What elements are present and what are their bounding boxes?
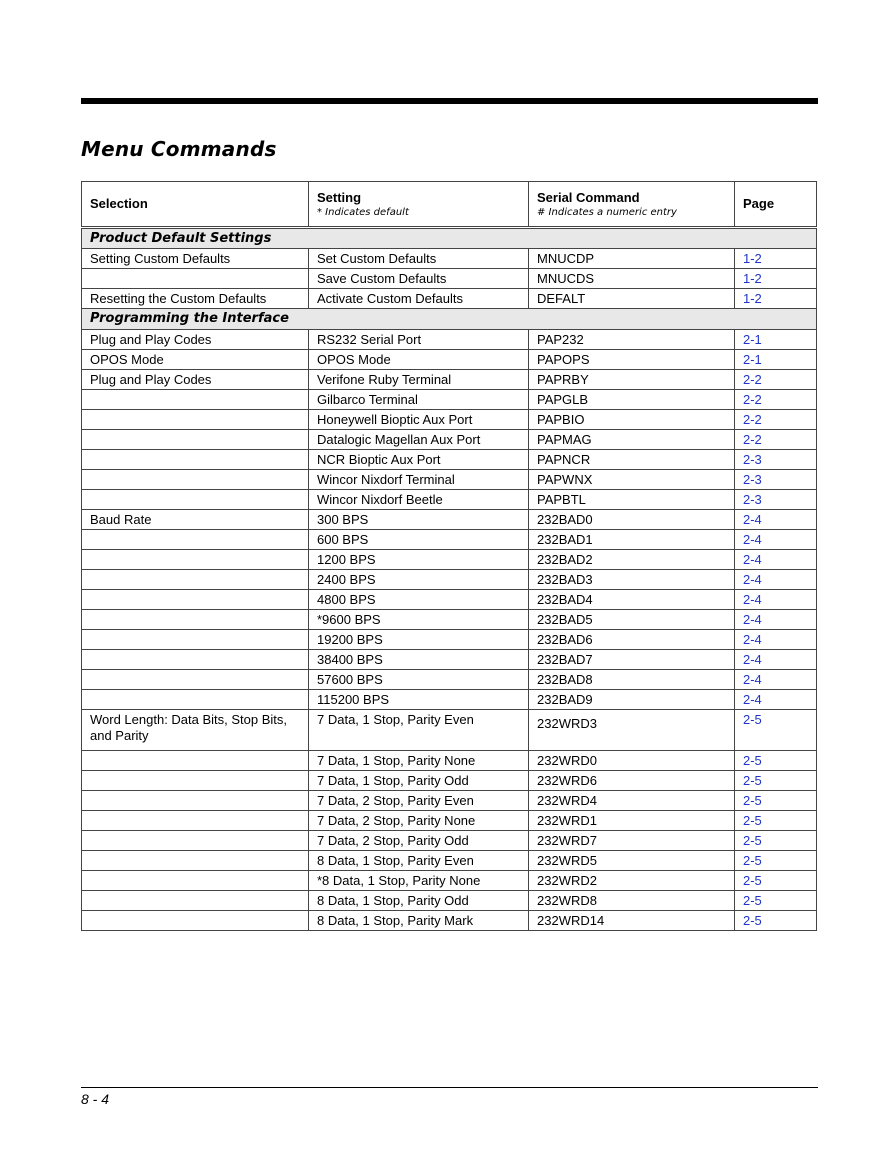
serial-command-cell: 232WRD7: [529, 831, 735, 851]
setting-cell: Datalogic Magellan Aux Port: [309, 430, 529, 450]
page-cell: [735, 370, 817, 390]
header-setting-label: Setting: [317, 189, 362, 205]
page-link[interactable]: 2-5: [743, 813, 762, 828]
selection-cell: [82, 530, 309, 550]
page-cell: [735, 690, 817, 710]
serial-command-cell: PAPGLB: [529, 390, 735, 410]
setting-cell: 115200 BPS: [309, 690, 529, 710]
page-cell: [735, 390, 817, 410]
setting-cell: Set Custom Defaults: [309, 249, 529, 269]
table-row: [82, 791, 817, 811]
page-link[interactable]: 2-5: [743, 833, 762, 848]
serial-command-cell: MNUCDP: [529, 249, 735, 269]
selection-cell: Word Length: Data Bits, Stop Bits, and Parity: [82, 710, 309, 751]
setting-cell: 8 Data, 1 Stop, Parity Odd: [309, 891, 529, 911]
setting-cell: Save Custom Defaults: [309, 269, 529, 289]
table-row: [82, 891, 817, 911]
page-link[interactable]: 2-4: [743, 652, 762, 667]
selection-cell: [82, 570, 309, 590]
serial-command-cell: 232BAD1: [529, 530, 735, 550]
page-cell: [735, 470, 817, 490]
table-row: [82, 330, 817, 350]
setting-cell: 600 BPS: [309, 530, 529, 550]
setting-cell: Gilbarco Terminal: [309, 390, 529, 410]
section-title: Programming the Interface: [82, 309, 817, 330]
page-link[interactable]: 2-4: [743, 512, 762, 527]
selection-cell: [82, 490, 309, 510]
selection-cell: [82, 630, 309, 650]
header-serial-command-label: Serial Command: [537, 189, 640, 205]
serial-command-cell: MNUCDS: [529, 269, 735, 289]
page-cell: [735, 871, 817, 891]
page-link[interactable]: 2-4: [743, 612, 762, 627]
table-header-row: [82, 182, 817, 228]
header-selection: [82, 182, 309, 228]
page-cell: [735, 630, 817, 650]
header-setting: [309, 182, 529, 228]
page-link[interactable]: 2-4: [743, 672, 762, 687]
serial-command-cell: 232BAD3: [529, 570, 735, 590]
setting-cell: 57600 BPS: [309, 670, 529, 690]
page-link[interactable]: 2-4: [743, 632, 762, 647]
table-body: [82, 228, 817, 931]
page-link[interactable]: 2-4: [743, 572, 762, 587]
page-link[interactable]: 2-2: [743, 432, 762, 447]
page-link[interactable]: 2-3: [743, 452, 762, 467]
table-row: [82, 670, 817, 690]
page-cell: [735, 490, 817, 510]
table-row: [82, 690, 817, 710]
serial-command-cell: 232WRD8: [529, 891, 735, 911]
table-row: [82, 390, 817, 410]
table-row: [82, 249, 817, 269]
setting-cell: 300 BPS: [309, 510, 529, 530]
setting-cell: 1200 BPS: [309, 550, 529, 570]
page-cell: [735, 831, 817, 851]
table-row: [82, 751, 817, 771]
page-link[interactable]: 2-4: [743, 552, 762, 567]
page-cell: [735, 791, 817, 811]
serial-command-cell: PAPRBY: [529, 370, 735, 390]
serial-command-cell: 232BAD7: [529, 650, 735, 670]
selection-cell: [82, 911, 309, 931]
table-row: [82, 610, 817, 630]
serial-command-cell: 232WRD1: [529, 811, 735, 831]
page-number: 8 - 4: [81, 1091, 110, 1107]
setting-cell: Wincor Nixdorf Beetle: [309, 490, 529, 510]
setting-cell: 7 Data, 2 Stop, Parity Even: [309, 791, 529, 811]
selection-cell: [82, 670, 309, 690]
section-row: [82, 228, 817, 249]
top-rule: [81, 98, 818, 104]
table-row: [82, 530, 817, 550]
setting-cell: 7 Data, 1 Stop, Parity None: [309, 751, 529, 771]
selection-cell: [82, 450, 309, 470]
selection-cell: Setting Custom Defaults: [82, 249, 309, 269]
page-cell: [735, 771, 817, 791]
selection-cell: Plug and Play Codes: [82, 370, 309, 390]
serial-command-cell: 232BAD9: [529, 690, 735, 710]
serial-command-cell: 232BAD0: [529, 510, 735, 530]
selection-cell: Baud Rate: [82, 510, 309, 530]
header-serial-command-note: # Indicates a numeric entry: [537, 206, 677, 218]
table-row: [82, 630, 817, 650]
selection-cell: [82, 690, 309, 710]
page-cell: [735, 610, 817, 630]
selection-cell: [82, 650, 309, 670]
table-row: [82, 370, 817, 390]
serial-command-cell: 232BAD4: [529, 590, 735, 610]
page-link[interactable]: 2-5: [743, 873, 762, 888]
page-cell: [735, 269, 817, 289]
page-link[interactable]: 2-5: [743, 753, 762, 768]
table-row: [82, 410, 817, 430]
page-cell: [735, 570, 817, 590]
setting-cell: NCR Bioptic Aux Port: [309, 450, 529, 470]
table-row: [82, 570, 817, 590]
serial-command-cell: DEFALT: [529, 289, 735, 309]
setting-cell: Honeywell Bioptic Aux Port: [309, 410, 529, 430]
selection-cell: Plug and Play Codes: [82, 330, 309, 350]
page-cell: [735, 811, 817, 831]
setting-cell: 7 Data, 1 Stop, Parity Even: [309, 710, 529, 751]
setting-cell: 2400 BPS: [309, 570, 529, 590]
table-row: [82, 550, 817, 570]
table-row: [82, 450, 817, 470]
header-page: [735, 182, 817, 228]
serial-command-cell: PAPWNX: [529, 470, 735, 490]
setting-cell: 8 Data, 1 Stop, Parity Even: [309, 851, 529, 871]
page-link[interactable]: 2-4: [743, 692, 762, 707]
page-cell: [735, 650, 817, 670]
table-row: [82, 851, 817, 871]
table-row: [82, 831, 817, 851]
table-row: [82, 911, 817, 931]
serial-command-cell: 232BAD8: [529, 670, 735, 690]
serial-command-cell: PAPMAG: [529, 430, 735, 450]
selection-cell: [82, 891, 309, 911]
table-row: [82, 590, 817, 610]
selection-cell: [82, 610, 309, 630]
setting-cell: *8 Data, 1 Stop, Parity None: [309, 871, 529, 891]
page-link[interactable]: 2-1: [743, 352, 762, 367]
page-link[interactable]: 2-5: [743, 913, 762, 928]
header-setting-note: * Indicates default: [317, 206, 409, 218]
setting-cell: 7 Data, 1 Stop, Parity Odd: [309, 771, 529, 791]
selection-cell: [82, 550, 309, 570]
setting-cell: RS232 Serial Port: [309, 330, 529, 350]
selection-cell: OPOS Mode: [82, 350, 309, 370]
selection-cell: [82, 390, 309, 410]
serial-command-cell: 232BAD5: [529, 610, 735, 630]
page-cell: [735, 891, 817, 911]
setting-cell: *9600 BPS: [309, 610, 529, 630]
page-link[interactable]: 1-2: [743, 251, 762, 266]
serial-command-cell: 232WRD5: [529, 851, 735, 871]
page-cell: [735, 450, 817, 470]
page-cell: [735, 350, 817, 370]
page-cell: [735, 851, 817, 871]
selection-cell: [82, 430, 309, 450]
section-row: [82, 309, 817, 330]
page-cell: [735, 751, 817, 771]
serial-command-cell: 232WRD6: [529, 771, 735, 791]
serial-command-cell: PAPOPS: [529, 350, 735, 370]
setting-cell: Activate Custom Defaults: [309, 289, 529, 309]
page-cell: [735, 530, 817, 550]
setting-cell: Verifone Ruby Terminal: [309, 370, 529, 390]
setting-cell: 8 Data, 1 Stop, Parity Mark: [309, 911, 529, 931]
table-row: [82, 871, 817, 891]
page-cell: [735, 249, 817, 269]
page-cell: [735, 430, 817, 450]
selection-cell: [82, 269, 309, 289]
table-row: [82, 490, 817, 510]
table-row: [82, 430, 817, 450]
setting-cell: Wincor Nixdorf Terminal: [309, 470, 529, 490]
selection-cell: Resetting the Custom Defaults: [82, 289, 309, 309]
selection-cell: [82, 470, 309, 490]
table-row: [82, 470, 817, 490]
selection-cell: [82, 851, 309, 871]
page-link[interactable]: 1-2: [743, 271, 762, 286]
setting-cell: 19200 BPS: [309, 630, 529, 650]
table-row: [82, 710, 817, 751]
page-link[interactable]: 2-5: [743, 853, 762, 868]
serial-command-cell: 232WRD0: [529, 751, 735, 771]
selection-cell: [82, 831, 309, 851]
page-link[interactable]: 2-2: [743, 392, 762, 407]
serial-command-cell: 232BAD2: [529, 550, 735, 570]
page-cell: [735, 550, 817, 570]
header-serial-command: [529, 182, 735, 228]
menu-commands-table: [81, 181, 817, 931]
page-link[interactable]: 2-5: [743, 773, 762, 788]
setting-cell: OPOS Mode: [309, 350, 529, 370]
serial-command-cell: 232WRD14: [529, 911, 735, 931]
page-link[interactable]: 2-3: [743, 472, 762, 487]
table-row: [82, 510, 817, 530]
table-row: [82, 771, 817, 791]
page-link[interactable]: 2-4: [743, 592, 762, 607]
selection-cell: [82, 410, 309, 430]
table-row: [82, 350, 817, 370]
selection-cell: [82, 811, 309, 831]
page-cell: [735, 590, 817, 610]
serial-command-cell: 232WRD3: [529, 710, 735, 751]
selection-cell: [82, 871, 309, 891]
setting-cell: 7 Data, 2 Stop, Parity None: [309, 811, 529, 831]
setting-cell: 38400 BPS: [309, 650, 529, 670]
page-link[interactable]: 2-5: [743, 712, 762, 727]
bottom-rule: [81, 1087, 818, 1088]
page-cell: [735, 710, 817, 751]
page-link[interactable]: 2-2: [743, 372, 762, 387]
table-row: [82, 650, 817, 670]
selection-cell: [82, 791, 309, 811]
selection-cell: [82, 751, 309, 771]
header-page-label: Page: [743, 196, 775, 211]
page-title: Menu Commands: [81, 137, 277, 161]
page-cell: [735, 510, 817, 530]
serial-command-cell: PAPBTL: [529, 490, 735, 510]
page-link[interactable]: 2-4: [743, 532, 762, 547]
section-title: Product Default Settings: [82, 228, 817, 249]
table-row: [82, 811, 817, 831]
page-link[interactable]: 1-2: [743, 291, 762, 306]
page-link[interactable]: 2-5: [743, 793, 762, 808]
page-cell: [735, 410, 817, 430]
page-cell: [735, 289, 817, 309]
setting-cell: 4800 BPS: [309, 590, 529, 610]
serial-command-cell: PAP232: [529, 330, 735, 350]
page-cell: [735, 911, 817, 931]
table-row: [82, 269, 817, 289]
setting-cell: 7 Data, 2 Stop, Parity Odd: [309, 831, 529, 851]
serial-command-cell: 232BAD6: [529, 630, 735, 650]
serial-command-cell: 232WRD4: [529, 791, 735, 811]
page-link[interactable]: 2-5: [743, 893, 762, 908]
selection-cell: [82, 771, 309, 791]
header-selection-label: Selection: [90, 196, 148, 211]
page-link[interactable]: 2-3: [743, 492, 762, 507]
page-cell: [735, 330, 817, 350]
page-link[interactable]: 2-1: [743, 332, 762, 347]
serial-command-cell: 232WRD2: [529, 871, 735, 891]
serial-command-cell: PAPNCR: [529, 450, 735, 470]
page-link[interactable]: 2-2: [743, 412, 762, 427]
page-cell: [735, 670, 817, 690]
selection-cell: [82, 590, 309, 610]
serial-command-cell: PAPBIO: [529, 410, 735, 430]
table-row: [82, 289, 817, 309]
